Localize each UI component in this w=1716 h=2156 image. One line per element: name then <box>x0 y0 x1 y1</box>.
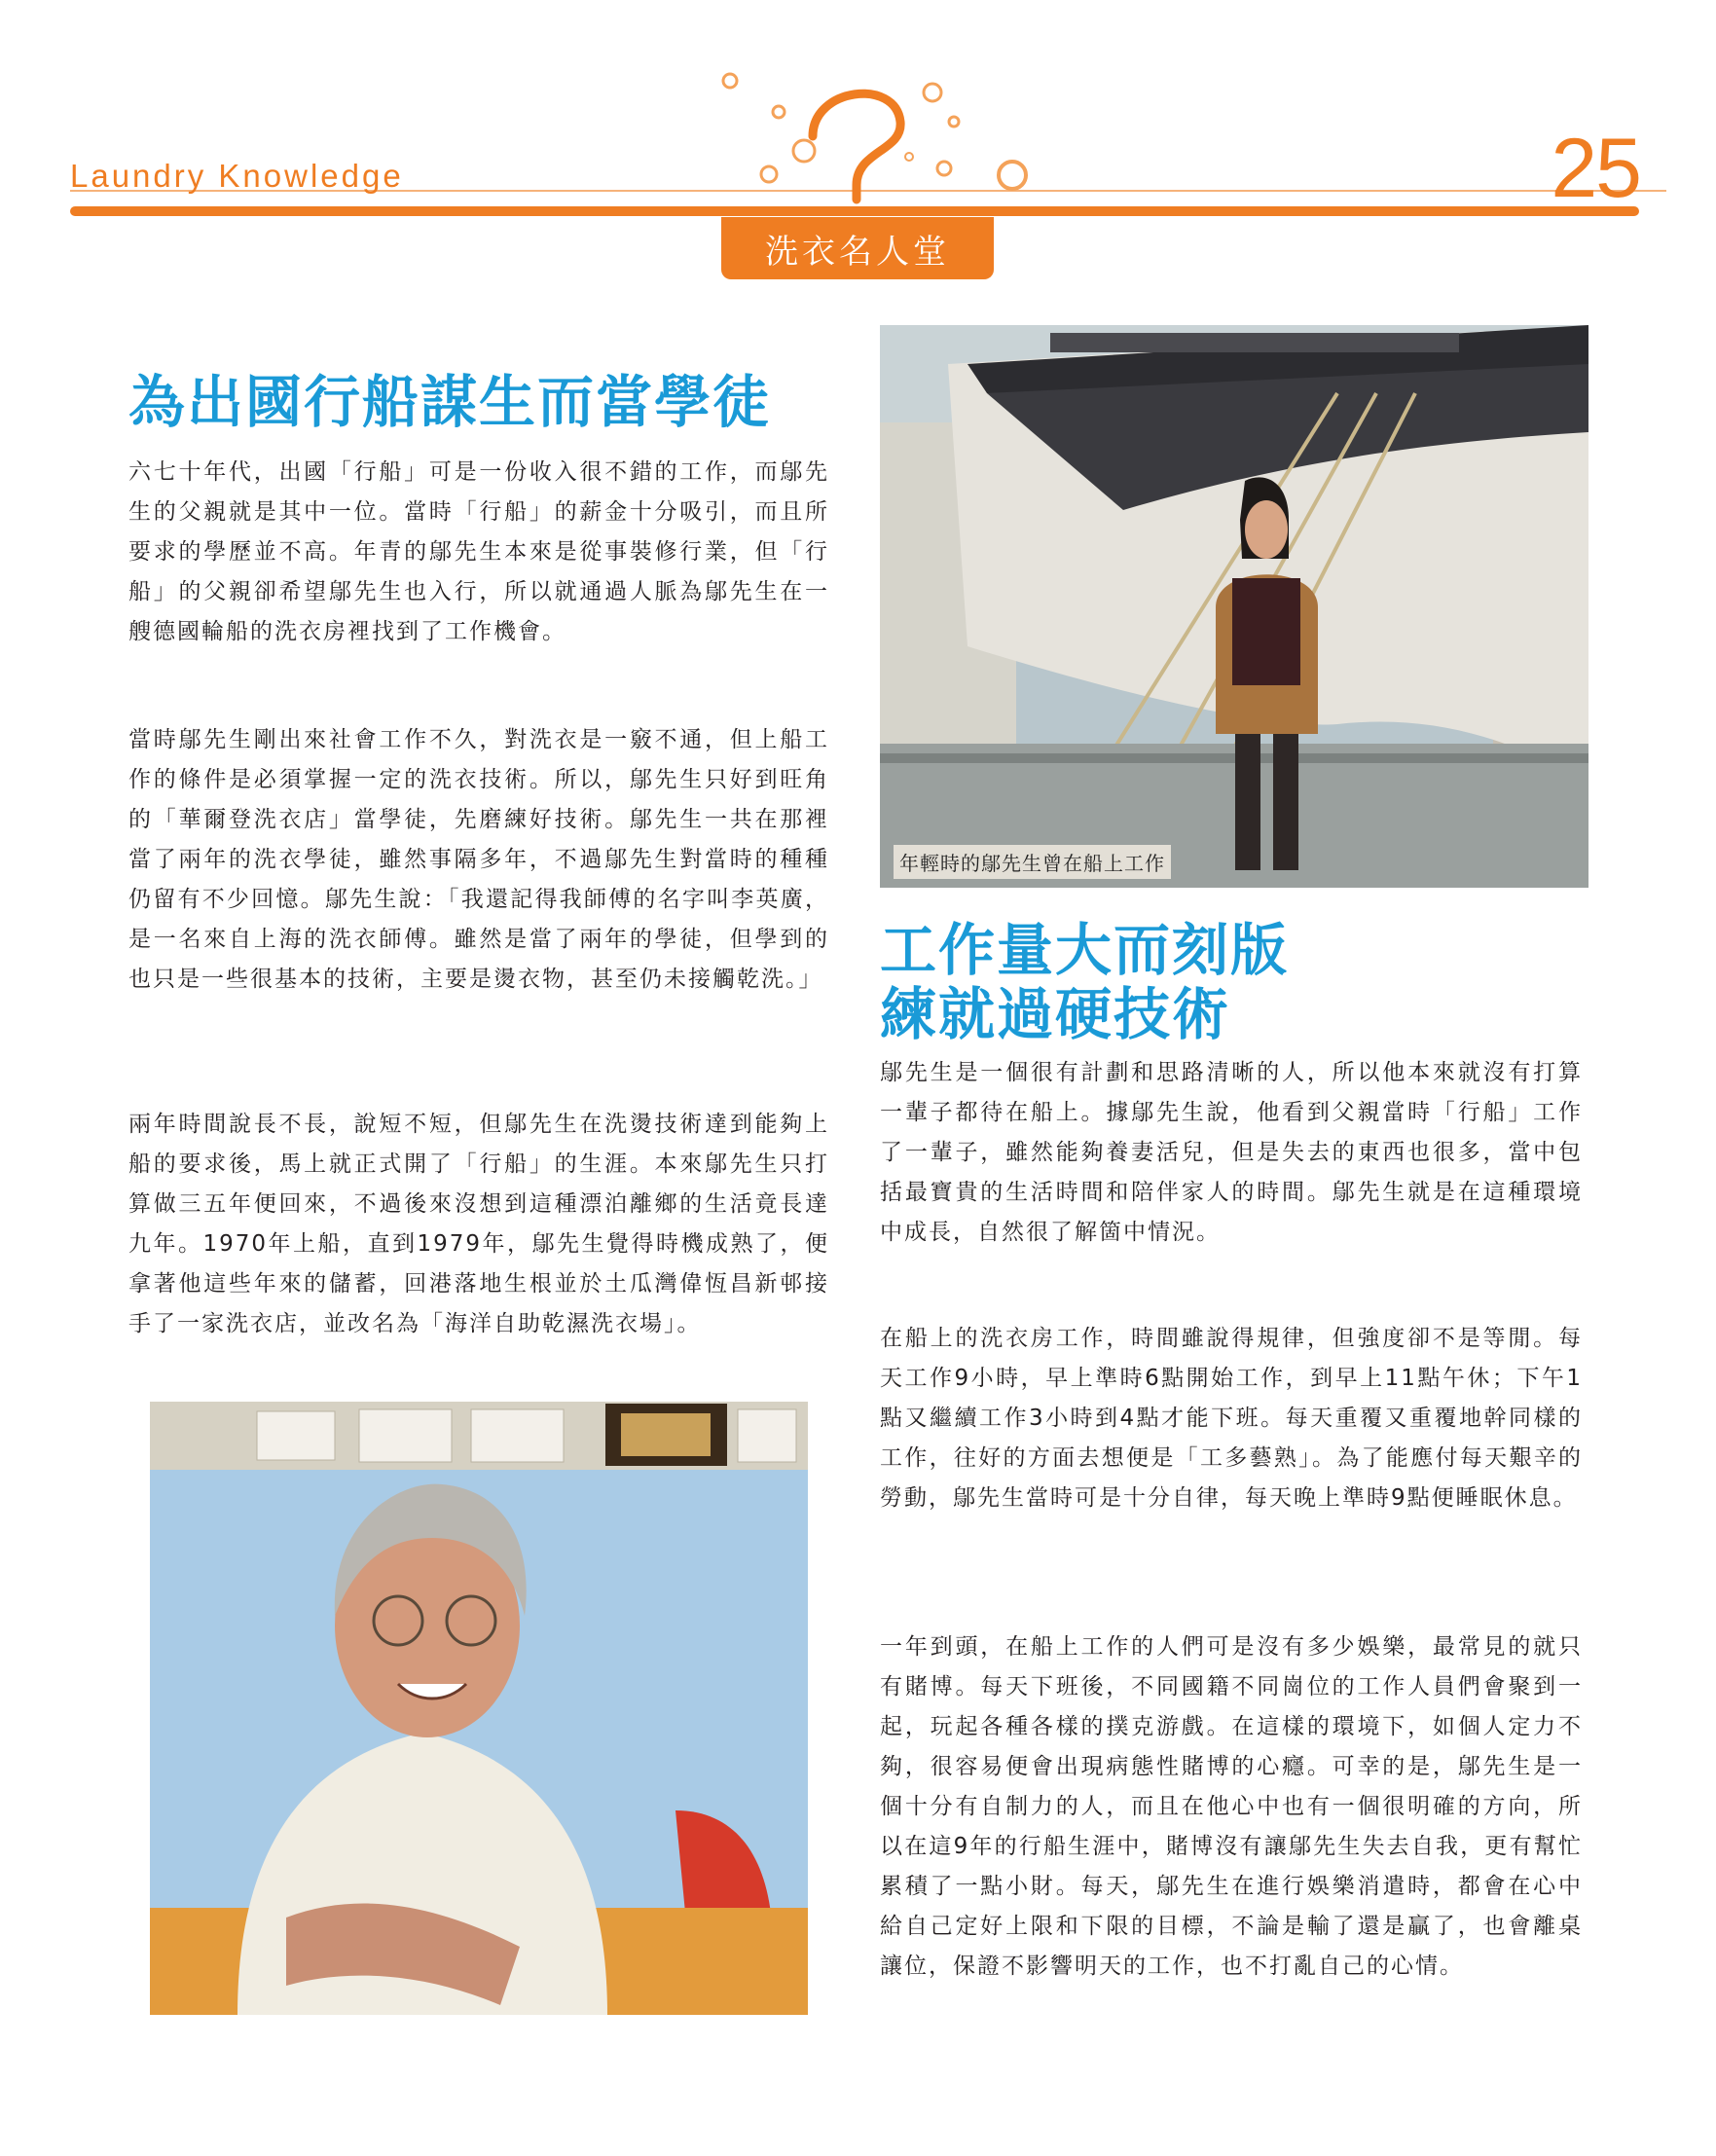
paragraph-4: 鄔先生是一個很有計劃和思路清晰的人，所以他本來就沒有打算一輩子都待在船上。據鄔先生說，他看到父親當時「行船」工作了一輩子，雖然能夠養妻活兒，但是失去的東西也很多，當中包括最寶貴的生活時間和陪伴家人的時間。鄔先生就是在這種環境中成長，自然很了解箇中情況。 <box>880 1060 1583 1245</box>
question-mark-bubbles-icon <box>711 54 1041 219</box>
portrait-photo <box>150 1402 808 2015</box>
heading-apprentice: 為出國行船謀生而當學徒 <box>128 369 772 435</box>
paragraph-2: 當時鄔先生剛出來社會工作不久，對洗衣是一竅不通，但上船工作的條件是必須掌握一定的洗衣技術。所以，鄔先生只好到旺角的「華爾登洗衣店」當學徒，先磨練好技術。鄔先生一共在那裡當了兩年的洗衣學徒，雖然事隔多年，不過鄔先生對當時的種種仍留有不少回憶。鄔先生說：「我還記得我師傅的名字叫李英廣，是一名來自上海的洗衣師傅。雖然是當了兩年的學徒，但學到的也只是一些很基本的技術，主要是燙衣物，甚至仍未接觸乾洗。」 <box>128 727 829 992</box>
section-tab: 洗衣名人堂 <box>721 217 994 279</box>
ship-photo-caption: 年輕時的鄔先生曾在船上工作 <box>894 845 1171 879</box>
paragraph-1: 六七十年代，出國「行船」可是一份收入很不錯的工作，而鄔先生的父親就是其中一位。當時「行船」的薪金十分吸引，而且所要求的學歷並不高。年青的鄔先生本來是從事裝修行業，但「行船」的父親卻希望鄔先生也入行，所以就通過人脈為鄔先生在一艘德國輪船的洗衣房裡找到了工作機會。 <box>128 459 829 644</box>
heading-hard-work-line2: 練就過硬技術 <box>880 981 1231 1047</box>
page-number: 25 <box>1551 122 1640 215</box>
paragraph-6: 一年到頭，在船上工作的人們可是沒有多少娛樂，最常見的就只有賭博。每天下班後，不同國籍不同崗位的工作人員們會聚到一起，玩起各種各樣的撲克游戲。在這樣的環境下，如個人定力不夠，很容易便會出現病態性賭博的心癮。可幸的是，鄔先生是一個十分有自制力的人，而且在他心中也有一個很明確的方向，所以在這9年的行船生涯中，賭博沒有讓鄔先生失去自我，更有幫忙累積了一點小財。每天，鄔先生在進行娛樂消遣時，都會在心中給自己定好上限和下限的目標，不論是輸了還是贏了，也會離桌讓位，保證不影響明天的工作，也不打亂自己的心情。 <box>880 1634 1583 1979</box>
ship-photo <box>880 325 1588 888</box>
header-section-title: Laundry Knowledge <box>70 158 404 194</box>
paragraph-5: 在船上的洗衣房工作，時間雖說得規律，但強度卻不是等閒。每天工作9小時，早上準時6點開始工作，到早上11點午休；下午1點又繼續工作3小時到4點才能下班。每天重覆又重覆地幹同樣的工作，往好的方面去想便是「工多藝熟」。為了能應付每天艱辛的勞動，鄔先生當時可是十分自律，每天晚上準時9點便睡眠休息。 <box>880 1326 1583 1511</box>
paragraph-3: 兩年時間說長不長，說短不短，但鄔先生在洗燙技術達到能夠上船的要求後，馬上就正式開了「行船」的生涯。本來鄔先生只打算做三五年便回來，不過後來沒想到這種漂泊離鄉的生活竟長達九年。1970年上船，直到1979年，鄔先生覺得時機成熟了，便拿著他這些年來的儲蓄，回港落地生根並於土瓜灣偉恆昌新邨接手了一家洗衣店，並改名為「海洋自助乾濕洗衣場」。 <box>128 1112 829 1336</box>
heading-hard-work-line1: 工作量大而刻版 <box>880 917 1290 983</box>
